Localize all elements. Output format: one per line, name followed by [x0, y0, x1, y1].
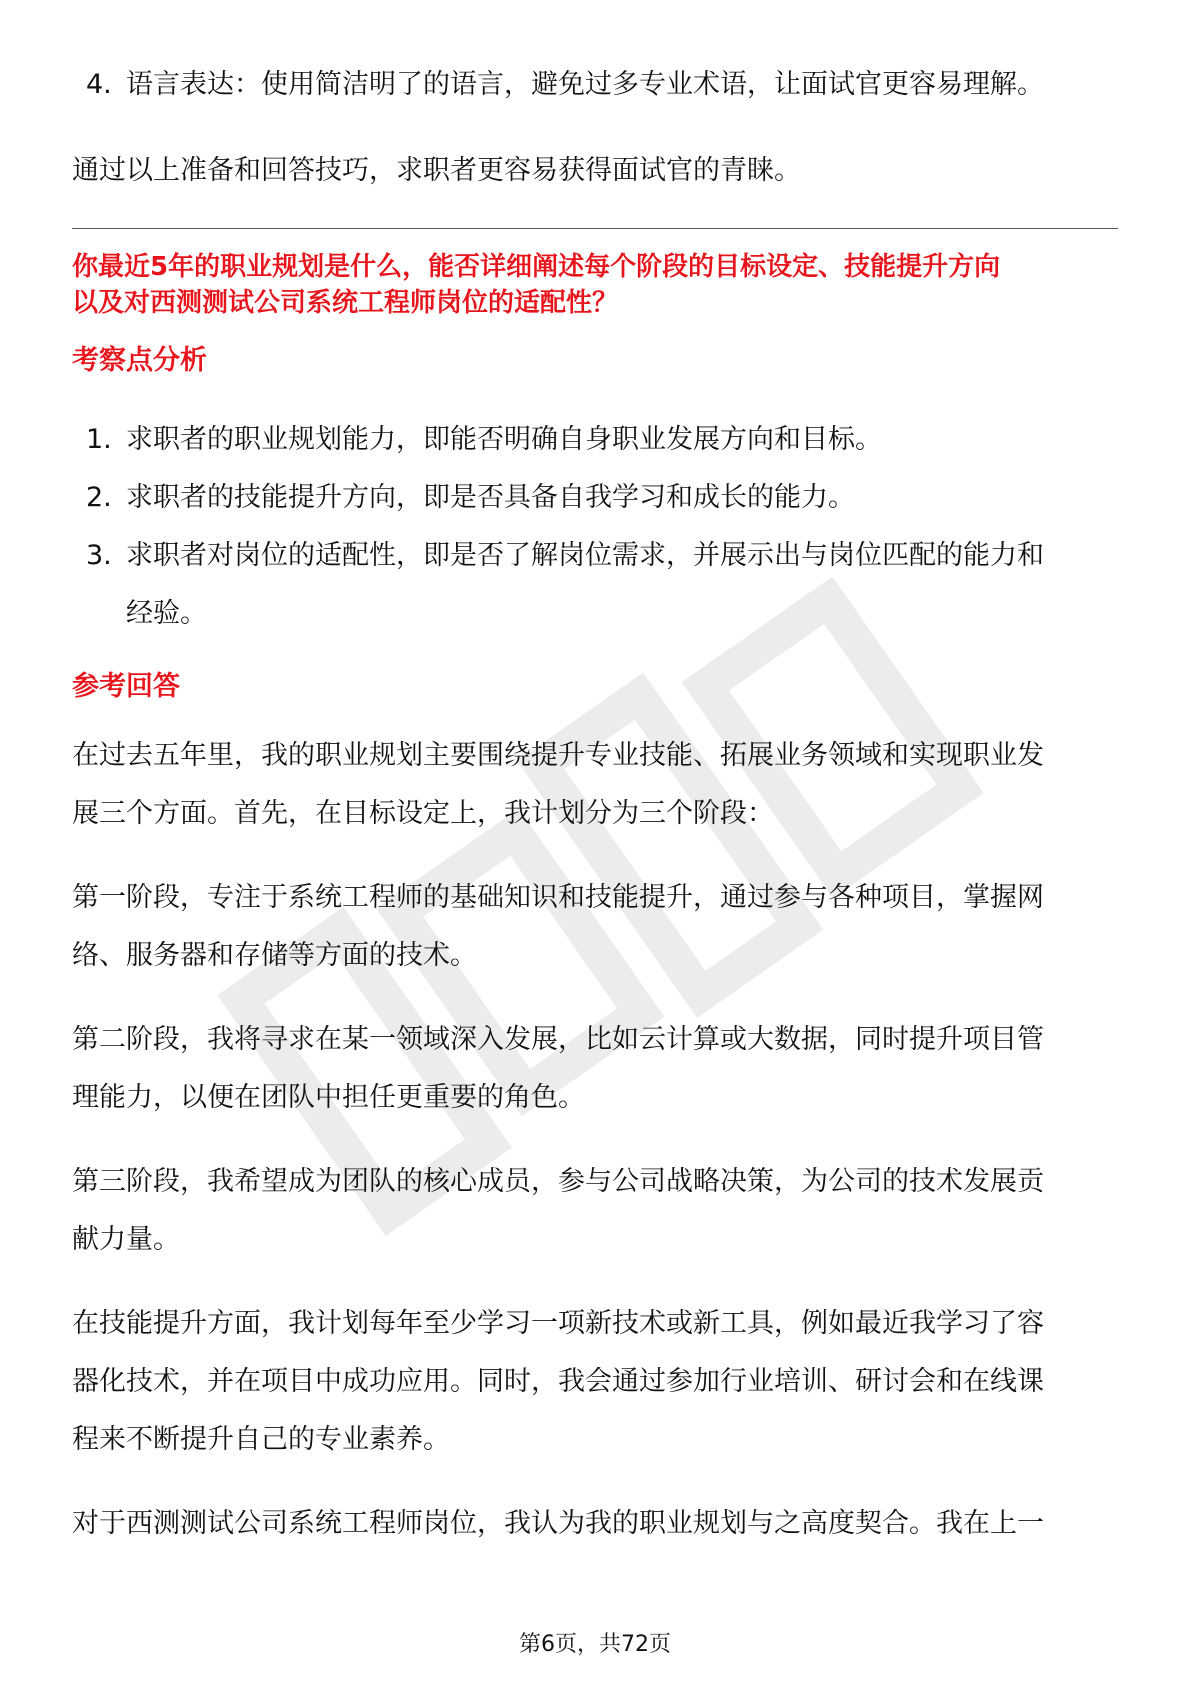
paragraph-line: 在过去五年里，我的职业规划主要围绕提升专业技能、拓展业务领域和实现职业发: [72, 740, 1044, 771]
paragraph-line: 程来不断提升自己的专业素养。: [72, 1424, 450, 1455]
list-text: 求职者的职业规划能力，即能否明确自身职业发展方向和目标。: [126, 424, 882, 455]
answer-paragraph: [72, 1495, 1118, 1553]
list-item: [72, 527, 1118, 643]
list-number: 1.: [86, 424, 112, 455]
list-item: [72, 469, 1118, 527]
paragraph-line: 器化技术，并在项目中成功应用。同时，我会通过参加行业培训、研讨会和在线课: [72, 1366, 1044, 1397]
answer-paragraph: [72, 1011, 1118, 1127]
list-text-line: 经验。: [126, 598, 207, 629]
list-number: 2.: [86, 482, 112, 513]
question-line: 你最近5年的职业规划是什么，能否详细阐述每个阶段的目标设定、技能提升方向: [72, 252, 1001, 282]
paragraph-line: 络、服务器和存储等方面的技术。: [72, 940, 477, 971]
paragraph-line: 在技能提升方面，我计划每年至少学习一项新技术或新工具，例如最近我学习了容: [72, 1308, 1044, 1339]
answer-paragraph: [72, 1295, 1118, 1469]
analysis-heading: 考察点分析: [72, 345, 207, 376]
answer-paragraph: [72, 869, 1118, 985]
section-divider: [72, 228, 1118, 229]
list-text-line: 求职者对岗位的适配性，即是否了解岗位需求，并展示出与岗位匹配的能力和: [126, 540, 1044, 571]
page-footer: 第6页，共72页: [519, 1632, 671, 1657]
paragraph-line: 第三阶段，我希望成为团队的核心成员，参与公司战略决策，为公司的技术发展贡: [72, 1166, 1044, 1197]
list-item: [72, 56, 1118, 114]
paragraph-line: 第二阶段，我将寻求在某一领域深入发展，比如云计算或大数据，同时提升项目管: [72, 1024, 1044, 1055]
answer-paragraph: [72, 727, 1118, 843]
answer-heading: 参考回答: [72, 671, 180, 702]
list-number: 3.: [86, 540, 112, 571]
analysis-list: [72, 411, 1118, 643]
answer-paragraph: [72, 1153, 1118, 1269]
list-item: [72, 411, 1118, 469]
list-text: 求职者的技能提升方向，即是否具备自我学习和成长的能力。: [126, 482, 855, 513]
summary-paragraph: 通过以上准备和回答技巧，求职者更容易获得面试官的青睐。: [72, 155, 801, 186]
paragraph-line: 第一阶段，专注于系统工程师的基础知识和技能提升，通过参与各种项目，掌握网: [72, 882, 1044, 913]
list-text: 语言表达：使用简洁明了的语言，避免过多专业术语，让面试官更容易理解。: [126, 69, 1044, 100]
paragraph-line: 理能力，以便在团队中担任更重要的角色。: [72, 1082, 585, 1113]
paragraph-line: 展三个方面。首先，在目标设定上，我计划分为三个阶段：: [72, 798, 774, 829]
page-content: [72, 56, 1118, 1553]
paragraph-line: 献力量。: [72, 1224, 180, 1255]
list-number: 4.: [86, 69, 112, 100]
paragraph-line: 对于西测测试公司系统工程师岗位，我认为我的职业规划与之高度契合。我在上一: [72, 1508, 1044, 1539]
question-line: 以及对西测测试公司系统工程师岗位的适配性？: [72, 288, 619, 318]
question-title: [72, 249, 1118, 321]
